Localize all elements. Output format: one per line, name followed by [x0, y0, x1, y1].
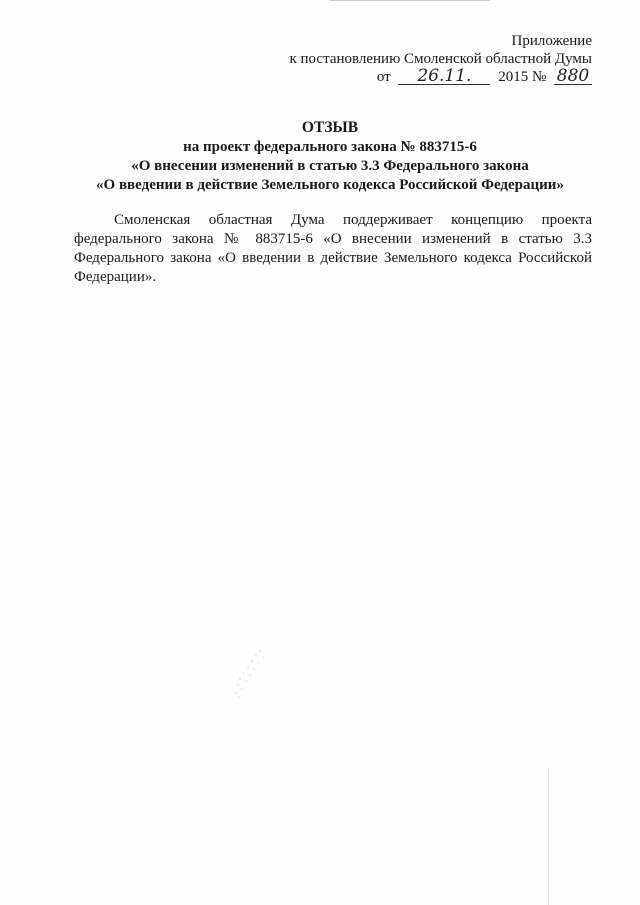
appendix-resolution-reference: к постановлению Смоленской областной Думы: [289, 51, 592, 67]
title-line-3: «О введении в действие Земельного кодекса Российской Федерации»: [96, 177, 564, 193]
scan-artifact-line: [330, 0, 490, 1]
document-title-block: [60, 118, 600, 195]
faint-stamp-mark: [228, 645, 278, 705]
scan-artifact-margin: [548, 770, 549, 905]
title-line-1: на проект федерального закона № 883715-6: [183, 139, 477, 155]
title-line-2: «О внесении изменений в статью 3.3 Федерального закона: [131, 158, 529, 174]
date-prefix: от: [376, 69, 391, 85]
appendix-label: Приложение: [511, 33, 592, 49]
appendix-header: [289, 32, 592, 86]
handwritten-date: 26.11.: [398, 68, 490, 85]
year-and-number-label: 2015 №: [498, 69, 547, 85]
body-paragraph: Смоленская областная Дума поддерживает концепцию проекта федерального закона № 883715-6 «О внесении изменений в статью 3.3 Федерального закона «О введении в действие Земельного кодекса Российской Федерации».: [74, 212, 592, 285]
document-heading: ОТЗЫВ: [301, 119, 359, 136]
appendix-date-line: [377, 68, 592, 86]
handwritten-number: 880: [554, 68, 592, 85]
